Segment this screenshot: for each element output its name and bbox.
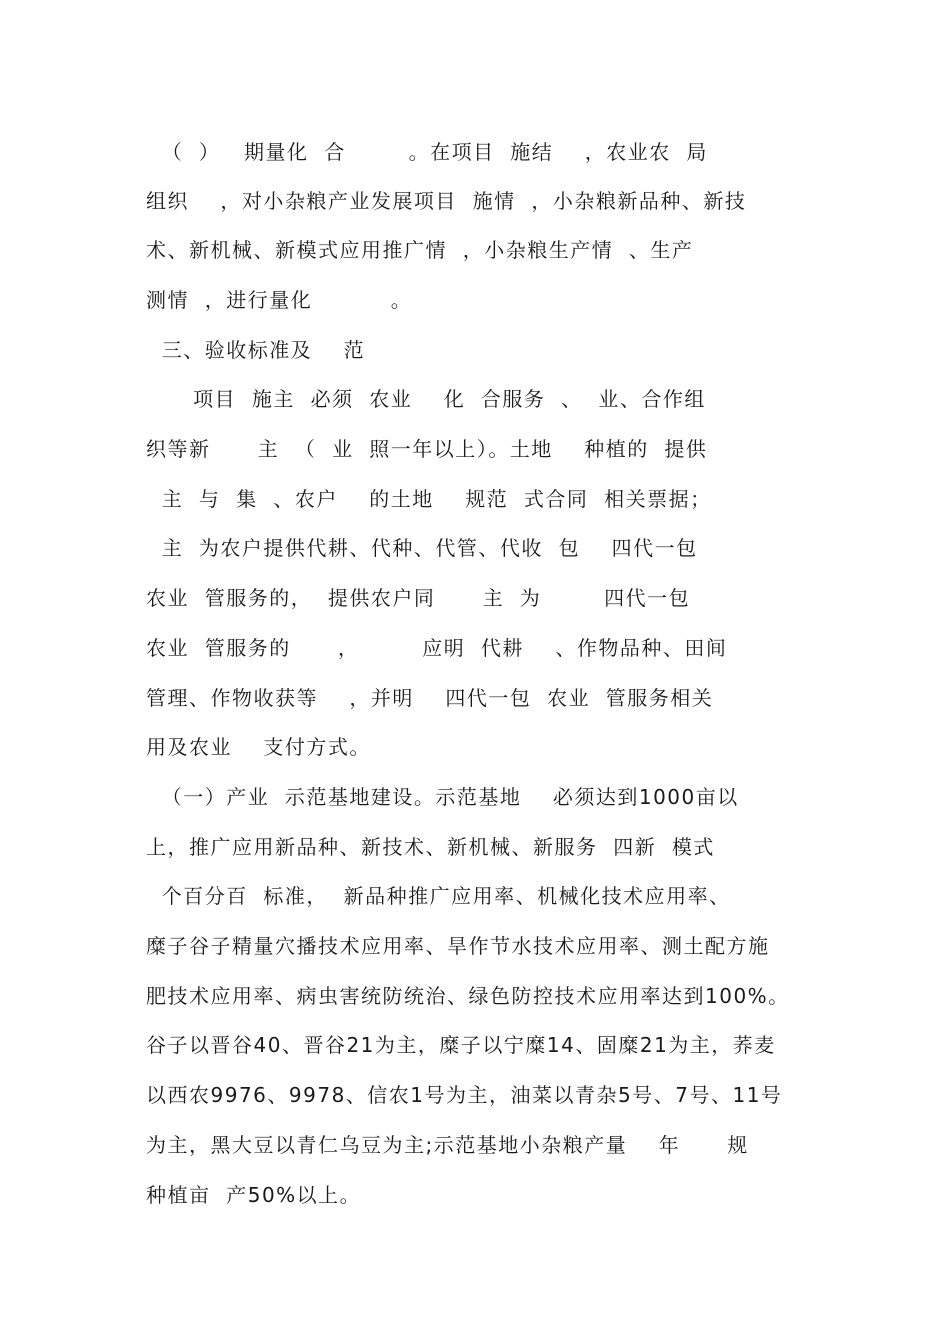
paragraph-line: 主 为农户提供代耕、代种、代管、代收 包 四代一包 bbox=[146, 536, 698, 560]
paragraph-line: 为主，黑大豆以青仁乌豆为主;示范基地小杂粮产量 年 规 bbox=[146, 1133, 749, 1157]
paragraph-line: 测情 ，进行量化 。 bbox=[146, 288, 413, 312]
paragraph-line: 个百分百 标准， 新品种推广应用率、机械化技术应用率、 bbox=[146, 884, 731, 908]
subsection-heading: （一）产业 示范基地建设。示范基地 必须达到1000亩以 bbox=[146, 785, 739, 809]
paragraph-line: 项目 施主 必须 农业 化 合服务 、 业、合作组 bbox=[146, 387, 706, 411]
paragraph-line: 管理、作物收获等 ，并明 四代一包 农业 管服务相关 bbox=[146, 686, 714, 710]
paragraph-line: 织等新 主 （ 业 照一年以上）。土地 种植的 提供 bbox=[146, 437, 708, 461]
paragraph-line: 种植亩 产50%以上。 bbox=[146, 1183, 362, 1207]
paragraph-line: 以西农9976、9978、信农1号为主，油菜以青杂5号、7号、11号 bbox=[146, 1083, 783, 1107]
paragraph-line: 糜子谷子精量穴播技术应用率、旱作节水技术应用率、测土配方施 bbox=[146, 934, 770, 958]
paragraph-line: 主 与 集 、农户 的土地 规范 式合同 相关票据； bbox=[146, 487, 712, 511]
paragraph-line: 上，推广应用新品种、新技术、新机械、新服务 四新 模式 bbox=[146, 835, 715, 859]
paragraph-line: 谷子以晋谷40、晋谷21为主，糜子以宁糜14、固糜21为主，荞麦 bbox=[146, 1033, 776, 1057]
paragraph-line: （ ） 期量化 合 。在项目 施结 ，农业农 局 bbox=[146, 140, 708, 164]
paragraph-line: 组织 ，对小杂粮产业发展项目 施情 ，小杂粮新品种、新技 bbox=[146, 189, 747, 213]
section-heading: 三、验收标准及 范 bbox=[146, 338, 366, 362]
paragraph-line: 农业 管服务的 ， 应明 代耕 、作物品种、田间 bbox=[146, 636, 728, 660]
paragraph-line: 农业 管服务的， 提供农户同 主 为 四代一包 bbox=[146, 586, 691, 610]
paragraph-line: 用及农业 支付方式。 bbox=[146, 735, 371, 759]
paragraph-line: 肥技术应用率、病虫害统防统治、绿色防控技术应用率达到100%。 bbox=[146, 984, 790, 1008]
paragraph-line: 术、新机械、新模式应用推广情 ，小杂粮生产情 、生产 bbox=[146, 238, 694, 262]
